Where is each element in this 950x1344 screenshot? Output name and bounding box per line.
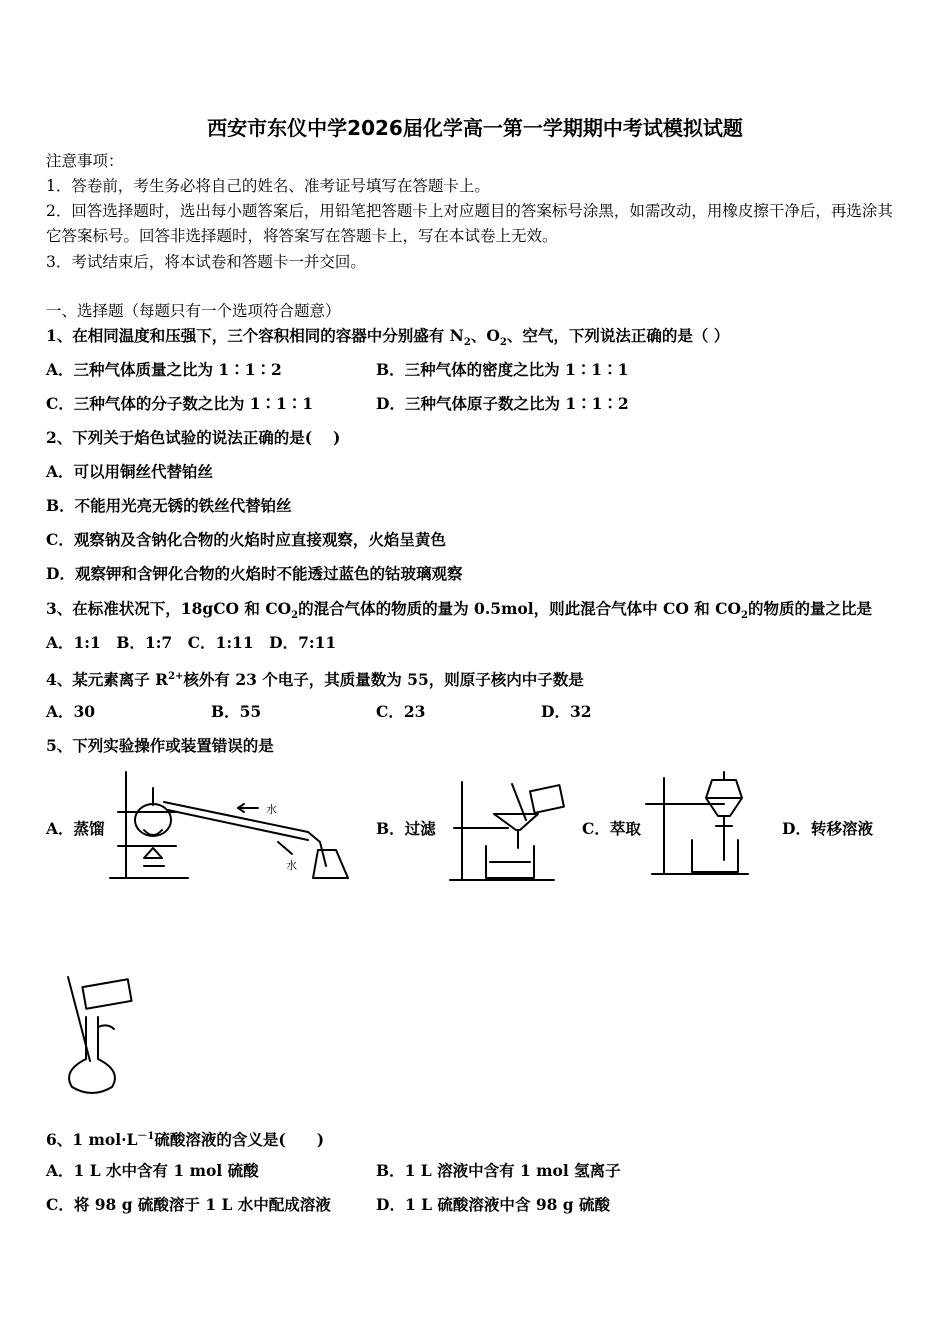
section-heading: 一、选择题（每题只有一个选项符合题意） bbox=[46, 302, 341, 320]
q5-option-c: C．萃取 bbox=[582, 819, 641, 838]
q6-option-b: B．1 L 溶液中含有 1 mol 氢离子 bbox=[376, 1161, 621, 1180]
q1-option-d: D．三种气体原子数之比为 1∶1∶2 bbox=[376, 394, 629, 413]
notice-item: 2．回答选择题时，选出每小题答案后，用铅笔把答题卡上对应题目的答案标号涂黑，如需改动，用橡皮擦干净后，再选涂其它答案标号。回答非选择题时，将答案写在答题卡上，写在本试卷上无效。 bbox=[46, 202, 893, 245]
q2-option-a: A．可以用铜丝代替铂丝 bbox=[46, 462, 214, 481]
water-outlet-label: 水 bbox=[286, 859, 297, 872]
question-5-stem: 5、下列实验操作或装置错误的是 bbox=[46, 736, 274, 755]
notice-heading: 注意事项： bbox=[46, 152, 124, 170]
water-inlet-label: 水 bbox=[266, 803, 277, 816]
q5-option-b: B．过滤 bbox=[376, 819, 436, 838]
notice-item: 3．考试结束后，将本试卷和答题卡一并交回。 bbox=[46, 253, 366, 271]
q6-option-a: A．1 L 水中含有 1 mol 硫酸 bbox=[46, 1161, 259, 1180]
question-3-stem: 3、在标准状况下，18gCO 和 $CO_2$的混合气体的物质的量为 0.5mol，则此混合气体中 CO 和 $CO_2$的物质的量之比是 bbox=[46, 599, 872, 622]
q6-option-d: D．1 L 硫酸溶液中含 98 g 硫酸 bbox=[376, 1195, 611, 1214]
q1-option-c: C．三种气体的分子数之比为 1∶1∶1 bbox=[46, 394, 314, 413]
question-4-stem: 4、某元素离子 $R^{2+}$核外有 23 个电子，其质量数为 55，则原子核内中子数是 bbox=[46, 670, 584, 690]
question-6-stem: 6、1 $mol\cdot L^{-1}$硫酸溶液的含义是( ) bbox=[46, 1130, 325, 1150]
q5-option-d: D．转移溶液 bbox=[782, 819, 873, 838]
q2-option-d: D．观察钾和含钾化合物的火焰时不能透过蓝色的钴玻璃观察 bbox=[46, 564, 463, 583]
q1-option-a: A．三种气体质量之比为 1∶1∶2 bbox=[46, 360, 282, 379]
q1-option-b: B．三种气体的密度之比为 1∶1∶1 bbox=[376, 360, 629, 379]
q3-options: A．1:1 B．1:7 C．1:11 D．7:11 bbox=[46, 633, 337, 652]
notice-item: 1．答卷前，考生务必将自己的姓名、准考证号填写在答题卡上。 bbox=[46, 177, 490, 195]
q5-option-a: A．蒸馏 bbox=[46, 819, 105, 838]
q4-option-c: C．23 bbox=[376, 702, 426, 721]
q4-option-b: B．55 bbox=[211, 702, 262, 721]
extraction-apparatus-figure bbox=[642, 770, 754, 880]
filtration-apparatus-figure bbox=[442, 780, 566, 885]
q4-option-d: D．32 bbox=[541, 702, 592, 721]
q2-option-b: B．不能用光亮无锈的铁丝代替铂丝 bbox=[46, 496, 292, 515]
distillation-apparatus-figure bbox=[108, 770, 370, 885]
q6-option-c: C．将 98 g 硫酸溶于 1 L 水中配成溶液 bbox=[46, 1195, 331, 1214]
page-title: 西安市东仪中学2026届化学高一第一学期期中考试模拟试题 bbox=[207, 116, 743, 140]
q4-option-a: A．30 bbox=[46, 702, 96, 721]
question-1-stem: 1、在相同温度和压强下，三个容积相同的容器中分别盛有 $N_2$、$O_2$、空气，下列说法正确的是（ ） bbox=[46, 326, 730, 349]
question-2-stem: 2、下列关于焰色试验的说法正确的是( ) bbox=[46, 428, 341, 447]
q2-option-c: C．观察钠及含钠化合物的火焰时应直接观察，火焰呈黄色 bbox=[46, 530, 446, 549]
transfer-solution-figure bbox=[56, 975, 142, 1100]
